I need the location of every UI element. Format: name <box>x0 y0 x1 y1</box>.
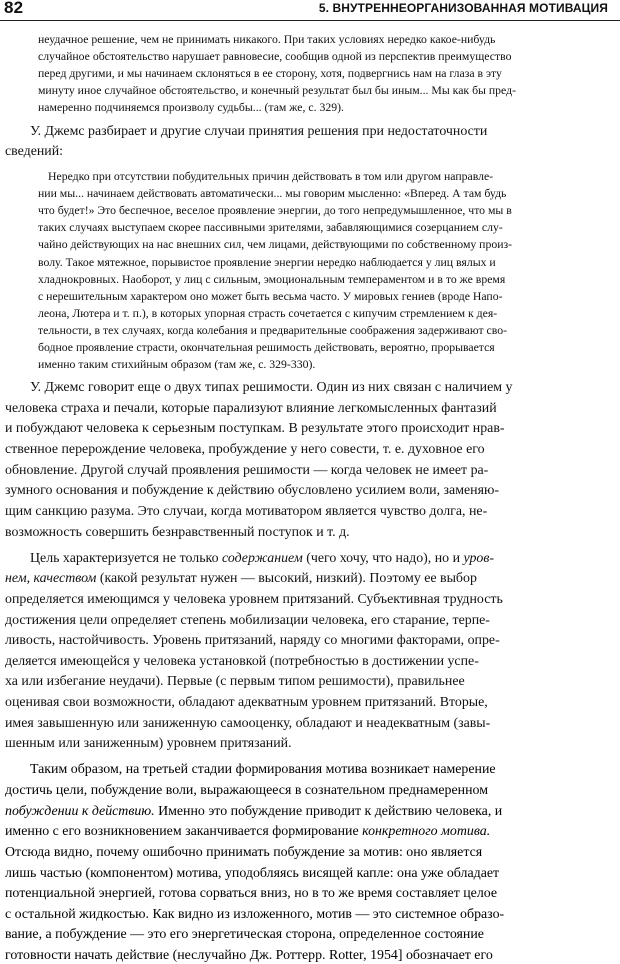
para4-line: Отсюда видно, почему ошибочно принимать побуждение за мотив: оно является <box>5 844 483 860</box>
emphasis: уров- <box>463 550 495 566</box>
para2-line: человека страха и печали, которые парализуют влияние легкомысленных фантазий <box>5 400 497 416</box>
para3-line: ха или избегание неудачи). Первые (с первым типом решимости), правильнее <box>5 674 465 690</box>
para3-line: достижения цели определяет степень мобилизации человека, его старание, терпе- <box>5 612 490 628</box>
para4-line: достичь цели, побуждение воли, выражающееся в сознательном преднамеренном <box>5 782 489 798</box>
para3-line: деляется имеющейся у человека установкой (потребностью в достижении успе- <box>5 653 479 669</box>
para3-line: оценивая свои возможности, обладают адекватным уровнем притязаний. Вторые, <box>5 695 488 710</box>
emphasis: содержанием <box>222 550 303 566</box>
page-number: 82 <box>4 0 24 17</box>
quote2-line: с нерешительным характером оно может быть весьма часто. У мировых гениев (вроде Напо- <box>38 289 503 303</box>
quote2-line: леона, Лютера и т. п.), в которых упорная страсть сочетается с кипучим стремлением к дея- <box>38 306 498 320</box>
para2-line: У. Джемс говорит еще о двух типах решимости. Один из них связан с наличием у <box>30 380 513 396</box>
para4-line: именно с его возникновением заканчивается формирование конкретного мотива. <box>5 824 491 840</box>
para3-line: ливость, настойчивость. Уровень притязаний, наряду со многими факторами, опре- <box>5 633 500 649</box>
quote2-line: именно таким стихийным образом (там же, с. 329-330). <box>38 357 316 371</box>
para2-line: щим санкцию разума. Это случаи, когда мотиватором является чувство долга, не- <box>5 504 488 519</box>
para3-line: определяется имеющимся у человека уровнем притязаний. Субъективная трудность <box>5 591 503 607</box>
para4-line: лишь частью (компонентом) мотива, уподобляясь висящей капле: она уже обладает <box>5 865 500 881</box>
para4-line: вание, а побуждение — это его энергетическая сторона, определенное состояние <box>5 927 484 943</box>
quote2-line: хладнокровных. Наоборот, у лиц с сильным, эмоциональным темпераментом и в то же время <box>38 272 506 286</box>
quote1-line: перед другими, и мы начинаем склоняться в ее сторону, хотя, подвергнись нам на глаза в эту <box>38 67 502 81</box>
quote2-line: Нередко при отсутствии побудительных причин действовать в том или другом направле- <box>48 170 494 184</box>
quote2-line: нии мы... начинаем действовать автоматически... мы говорим мысленно: «Вперед. А там будь <box>38 187 507 201</box>
para2-line: ственное перерождение человека, пробуждение у него совести, т. е. духовное его <box>5 442 485 458</box>
quote2-line: волу. Такое мятежное, порывистое проявление энергии нередко наблюдается у лиц вялых и <box>38 255 496 269</box>
para4-line: с остальной жидкостью. Как видно из изложенного, мотив — это системное образо- <box>5 906 505 922</box>
para3-line: нем, качеством (какой результат нужен — высокий, низкий). Поэтому ее выбор <box>5 571 477 587</box>
emphasis: нем, качеством <box>5 571 97 587</box>
para2-line: зумного основания и побуждение к действию обусловлено усилием воли, заменяю- <box>5 483 499 499</box>
quote2-line: тельности, в тех случаях, когда колебания и предварительные соображения задерживают сво- <box>38 323 507 337</box>
quote2-line: таких случаях выступаем скорее пассивными зрителями, забавляющимися созерцанием слу- <box>38 221 503 235</box>
quote1-line: случайное обстоятельство нарушает равновесие, сообщив одной из перспектив преимущество <box>38 50 512 63</box>
quote2-line: что будет!» Это беспечное, веселое проявление энергии, до того непредумышленное, что мы в <box>38 204 512 218</box>
para2-line: возможность совершить безнравственный поступок и т. д. <box>5 524 350 540</box>
emphasis: конкретного мотива. <box>362 824 491 840</box>
para3-line: Цель характеризуется не только содержанием (чего хочу, что надо), но и уров- <box>30 550 495 566</box>
quote1-line: неудачное решение, чем не принимать никакого. При таких условиях нередко какое-нибудь <box>38 33 496 46</box>
quote1-line: минуту иное случайное обстоятельство, и конечный результат был бы иным... Мы как бы пред- <box>38 84 516 98</box>
para3-line: шенным или заниженным) уровнем притязаний. <box>5 736 292 752</box>
quote2-line: бодное проявление страсти, окончательная решимость действовать, вероятно, прорывается <box>38 340 495 354</box>
para4-line: готовности начать действие (неслучайно Дж. Роттерр. Rotter, 1954] обозначает его <box>5 948 493 963</box>
para2-line: обновление. Другой случай проявления решимости — когда человек не имеет ра- <box>5 462 489 478</box>
quote1-line: намеренно подчиняемся произволу судьбы... (там же, с. 329). <box>38 101 344 115</box>
para1-line: сведений: <box>5 144 64 160</box>
running-head: 5. ВНУТРЕННЕОРГАНИЗОВАННАЯ МОТИВАЦИЯ <box>318 1 608 15</box>
para2-line: и побуждают человека к серьезным поступкам. В результате этого происходит нрав- <box>5 421 505 437</box>
para3-line: имея завышенную или заниженную самооценку, обладают и неадекватным (завы- <box>5 715 491 731</box>
emphasis: побуждении к действию. <box>5 803 155 819</box>
para1-line: У. Джемс разбирает и другие случаи принятия решения при недостаточности <box>30 123 488 139</box>
para4-line: Таким образом, на третьей стадии формирования мотива возникает намерение <box>30 762 496 778</box>
para4-line: потенциальной энергией, готова сорваться вниз, но в то же время составляет целое <box>5 886 498 902</box>
para4-line: побуждении к действию. Именно это побуждение приводит к действию человека, и <box>5 803 503 819</box>
quote2-line: чайно действующих на нас внешних сил, чем лицами, действующими по собственному произ- <box>38 238 513 252</box>
